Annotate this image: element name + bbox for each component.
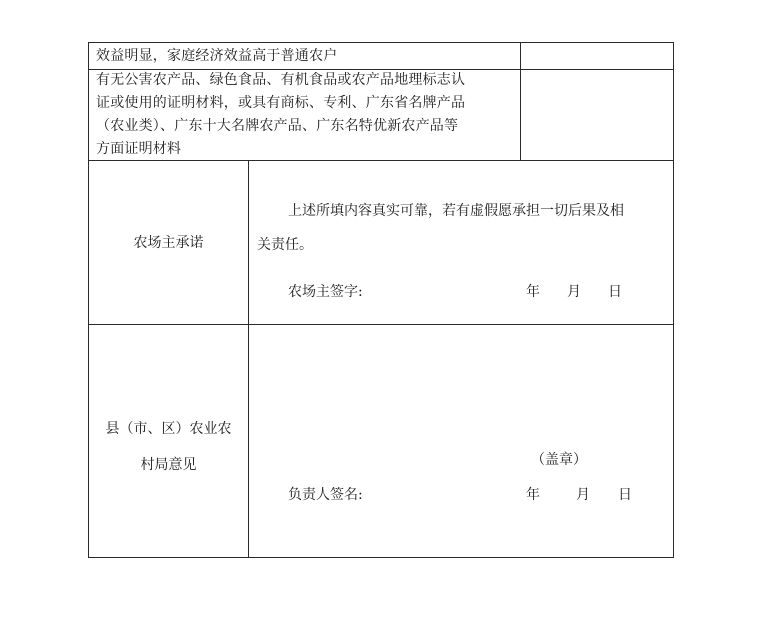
criteria-row-2-line-3: （农业类）、广东十大名牌农产品、广东名特优新农产品等 (96, 118, 459, 134)
criteria-row-2-text (96, 69, 465, 161)
criteria-row-2-line-2: 证或使用的证明材料，或具有商标、专利、广东省名牌产品 (96, 95, 466, 111)
criteria-row-1-line-1: 效益明显，家庭经济效益高于普通农户 (96, 48, 338, 64)
criteria-row-2-value-cell (521, 70, 673, 160)
responsible-signature-month: 月 (576, 487, 590, 503)
row-divider-3 (88, 324, 674, 325)
criteria-row-1-text (96, 45, 337, 67)
commitment-statement-line-1: 上述所填内容真实可靠，若有虚假愿承担一切后果及相 (288, 203, 624, 219)
label-column-divider (248, 160, 249, 558)
criteria-row-2-line-1: 有无公害农产品、绿色食品、有机食品或农产品地理标志认 (96, 72, 466, 88)
county-opinion-label-line-2: 村局意见 (140, 457, 197, 473)
table-border-bottom (88, 557, 674, 558)
farmer-signature-month: 月 (567, 284, 581, 300)
table-border-right (673, 42, 674, 558)
criteria-row-1-value-cell (521, 43, 673, 69)
county-opinion-label (89, 411, 248, 483)
responsible-signature-year: 年 (526, 487, 540, 503)
responsible-signature-day: 日 (618, 487, 632, 503)
county-opinion-label-line-1: 县（市、区）农业农 (105, 421, 232, 437)
seal-text: （盖章） (531, 452, 587, 468)
commitment-statement-line-2: 关责任。 (257, 237, 313, 253)
commitment-label: 农场主承诺 (133, 235, 204, 251)
criteria-row-2-line-4: 方面证明材料 (96, 141, 182, 157)
farmer-signature-day: 日 (608, 284, 622, 300)
application-form-table (88, 42, 674, 558)
farmer-signature-label: 农场主签字: (288, 284, 363, 300)
farmer-signature-year: 年 (526, 284, 540, 300)
responsible-signature-label: 负责人签名: (288, 487, 363, 503)
